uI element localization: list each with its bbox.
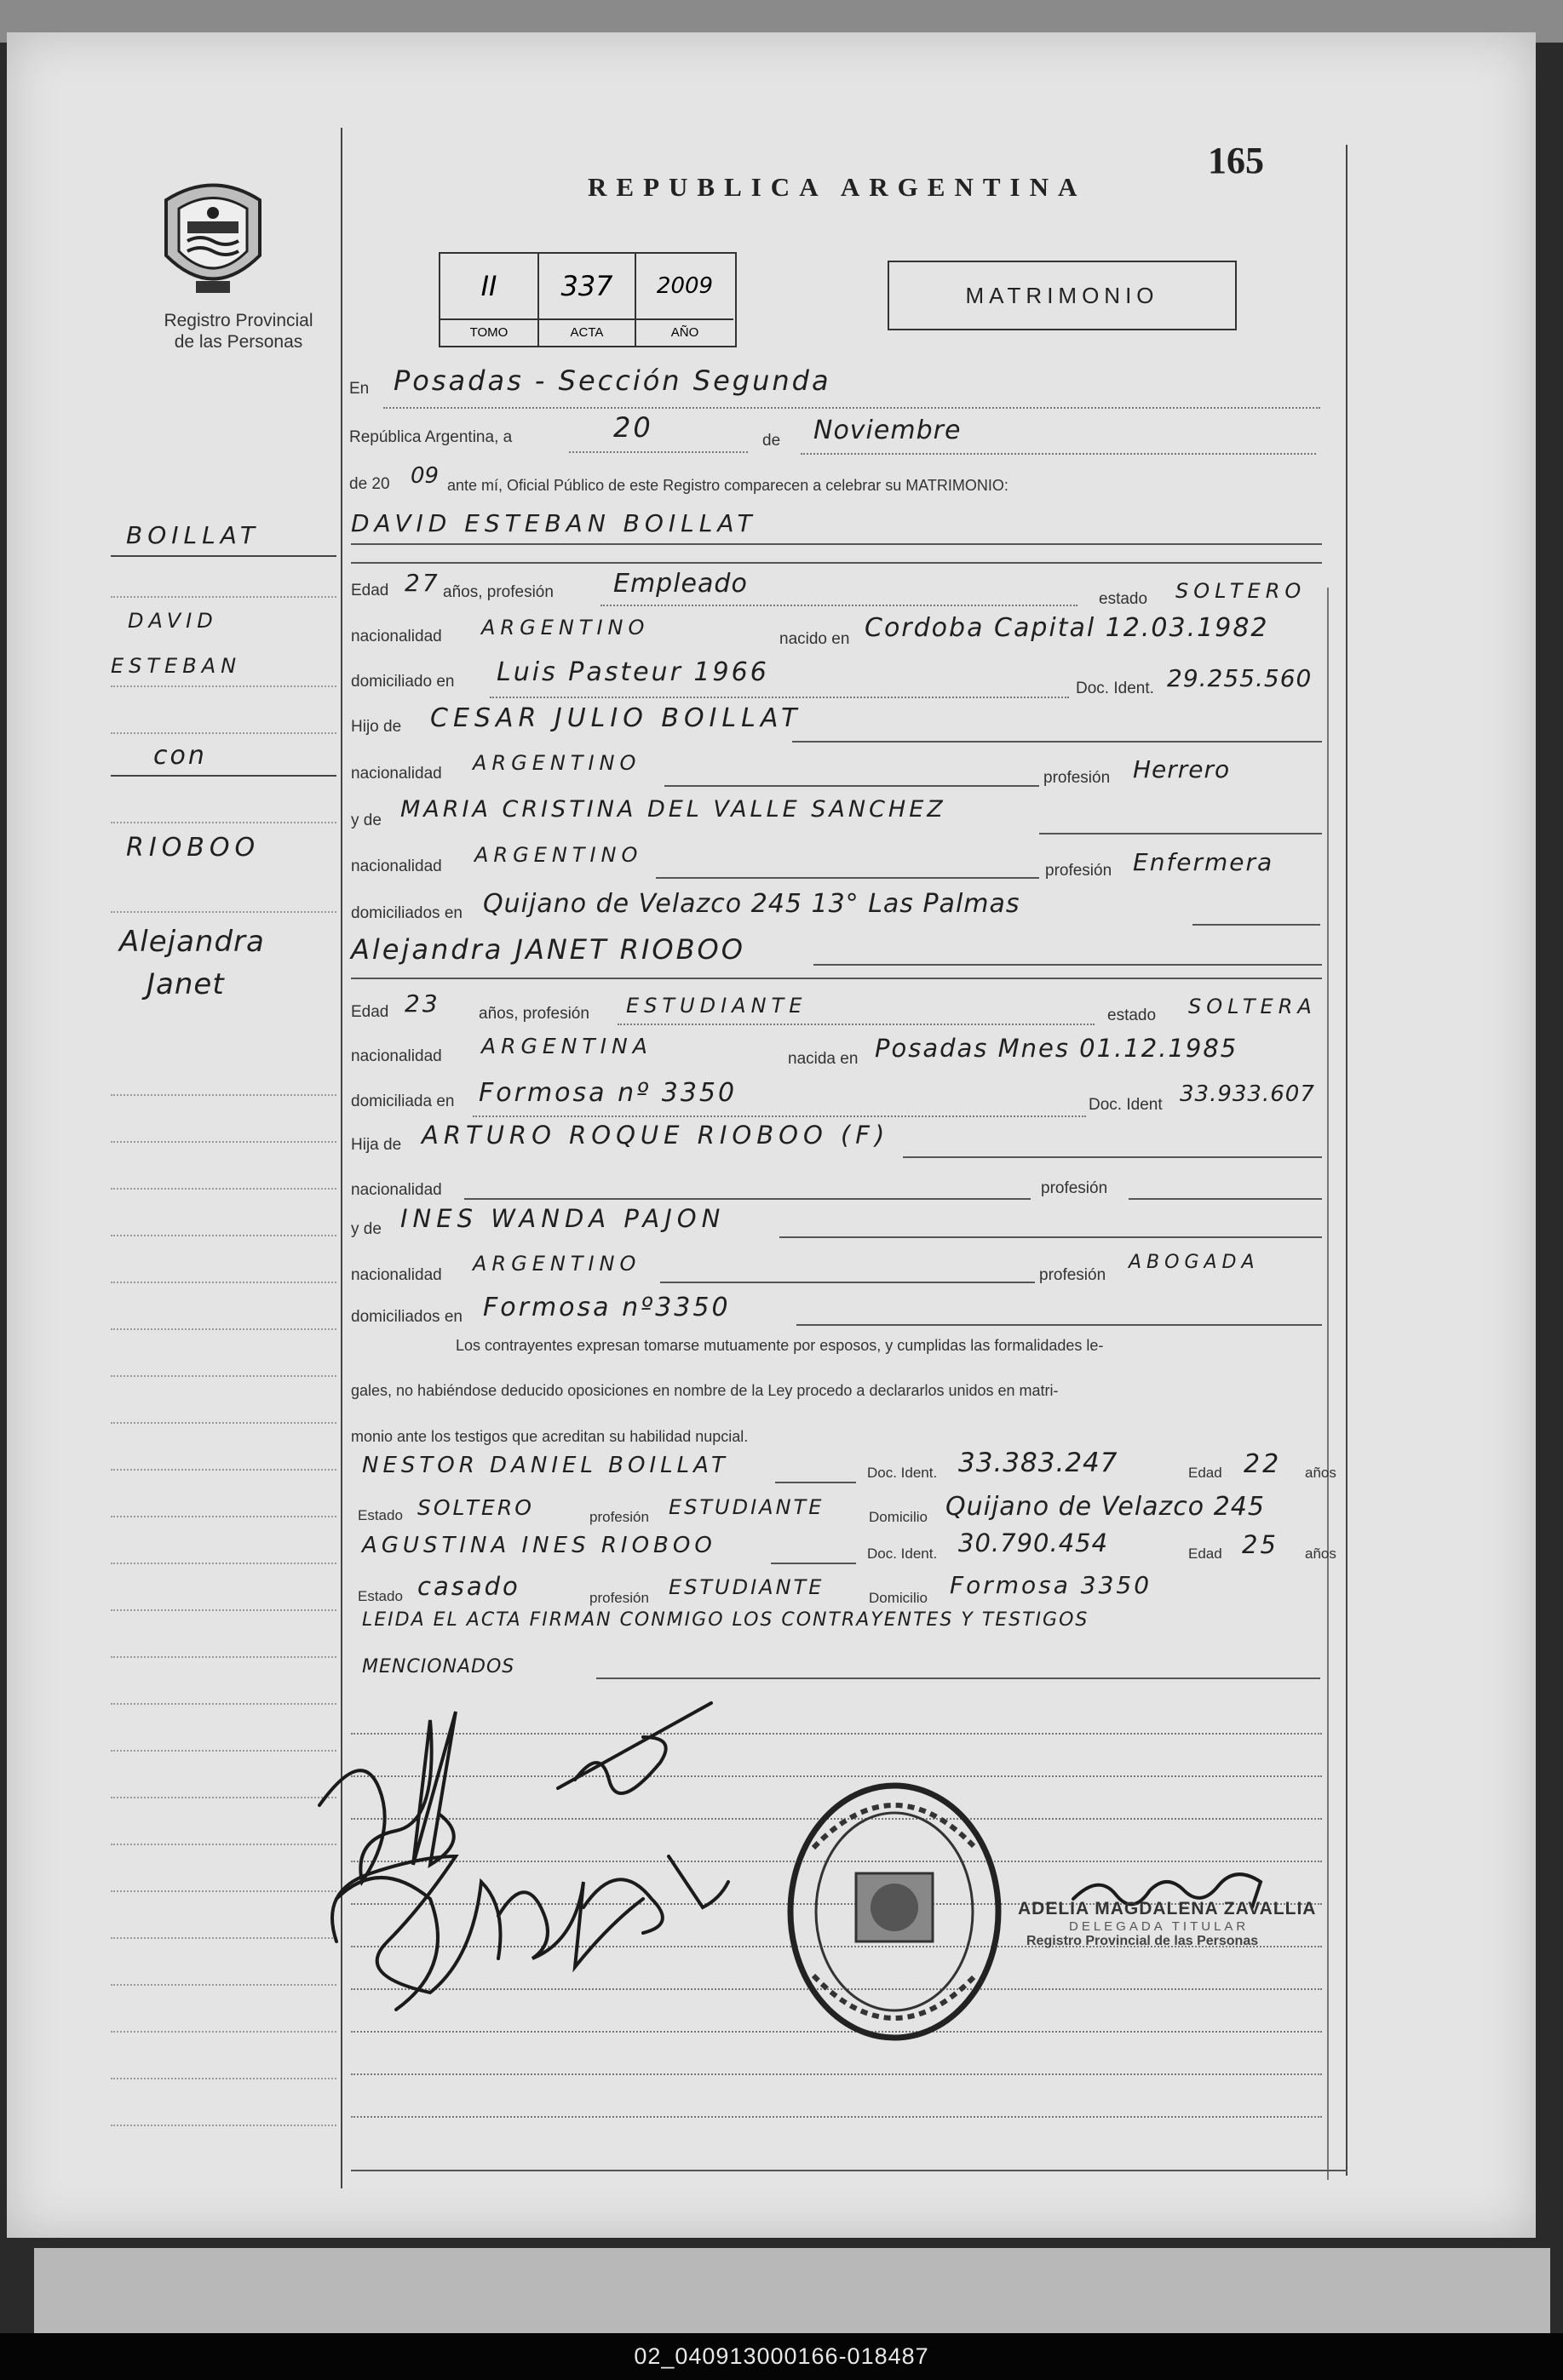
witness1-doc: 33.383.247 xyxy=(958,1448,1118,1478)
officer-office: Registro Provincial de las Personas xyxy=(1026,1934,1259,1948)
margin-surname-bride: RIOBOO xyxy=(126,833,261,863)
bride-father-nat-label: nacionalidad xyxy=(351,1181,442,1199)
bride-profesion-label: años, profesión xyxy=(479,1005,589,1023)
groom-birth: Cordoba Capital 12.03.1982 xyxy=(865,613,1269,643)
bride-parents-dom-label: domiciliados en xyxy=(351,1308,463,1326)
groom-hijo-label: Hijo de xyxy=(351,718,402,736)
witness2-prof-label: profesión xyxy=(589,1590,649,1606)
bride-mother: INES WANDA PAJON xyxy=(400,1204,726,1233)
registry-name-line2: de las Personas xyxy=(174,332,303,352)
bride-mother-prof-label: profesión xyxy=(1039,1266,1106,1284)
year-prefix: de 20 xyxy=(349,475,390,493)
margin-line xyxy=(111,2078,336,2079)
groom-name-line xyxy=(351,543,1322,545)
margin-line xyxy=(111,1328,336,1330)
groom-father-line xyxy=(792,741,1322,743)
witness2-name: AGUSTINA INES RIOBOO xyxy=(362,1533,716,1558)
page-number: 165 xyxy=(1208,140,1264,181)
bride-parents-dom-line xyxy=(796,1324,1322,1326)
margin-given-bride-2: Janet xyxy=(147,967,225,1001)
margin-line xyxy=(111,1609,336,1611)
groom-profession-line xyxy=(600,605,1077,606)
witness1-name-line xyxy=(775,1482,856,1483)
bride-father-prof-line xyxy=(1129,1198,1322,1200)
groom-father-prof: Herrero xyxy=(1133,755,1231,783)
groom-edad-label: Edad xyxy=(351,582,389,599)
year-suffix: 09 xyxy=(411,463,440,489)
margin-line xyxy=(111,1188,336,1190)
groom-doc-label: Doc. Ident. xyxy=(1076,680,1154,697)
margin-line xyxy=(111,1094,336,1096)
page-title: REPUBLICA ARGENTINA xyxy=(588,172,1087,202)
groom-dom-label: domiciliado en xyxy=(351,673,455,691)
file-id: 02_040913000166-018487 xyxy=(634,2343,929,2369)
margin-line xyxy=(111,1656,336,1658)
margin-line xyxy=(111,1516,336,1517)
bride-hija-label: Hija de xyxy=(351,1136,402,1154)
inner-right-line xyxy=(1327,588,1329,2180)
day-line xyxy=(569,451,748,453)
groom-doc: 29.255.560 xyxy=(1167,664,1313,692)
groom-domicile: Luis Pasteur 1966 xyxy=(497,657,769,687)
groom-age: 27 xyxy=(405,569,440,597)
tomo-value: II xyxy=(440,254,539,318)
groom-father-nat-label: nacionalidad xyxy=(351,765,442,783)
margin-line xyxy=(111,1563,336,1564)
margin-line xyxy=(111,1141,336,1143)
groom-domicile-line xyxy=(490,697,1069,698)
witness2-name-line xyxy=(771,1563,856,1564)
margin-line xyxy=(111,775,336,777)
bride-birth: Posadas Mnes 01.12.1985 xyxy=(875,1034,1238,1063)
bride-mother-line xyxy=(779,1236,1322,1238)
margin-line xyxy=(111,911,336,913)
groom-parents-dom-line xyxy=(1192,924,1320,926)
groom-nacido-label: nacido en xyxy=(779,630,850,648)
bride-dom-label: domiciliada en xyxy=(351,1093,455,1110)
bride-father-prof-label: profesión xyxy=(1041,1179,1108,1197)
ruled-line xyxy=(351,2116,1322,2118)
day-value: 20 xyxy=(613,411,653,444)
witness1-domicile: Quijano de Velazco 245 xyxy=(945,1492,1265,1522)
bride-mother-nat-label: nacionalidad xyxy=(351,1266,442,1284)
witness2-doc-label: Doc. Ident. xyxy=(867,1546,938,1562)
groom-profession: Empleado xyxy=(613,569,748,599)
groom-mother-nat-line xyxy=(656,877,1039,879)
scan-next-page-edge xyxy=(34,2248,1550,2333)
groom-mother-line xyxy=(1039,833,1322,834)
witness1-anos-label: años xyxy=(1305,1465,1336,1481)
bride-nacida-label: nacida en xyxy=(788,1050,859,1068)
document-type-box: MATRIMONIO xyxy=(888,261,1237,330)
margin-line xyxy=(111,2031,336,2033)
groom-mother: MARIA CRISTINA DEL VALLE SANCHEZ xyxy=(400,796,946,823)
declaration-line2: gales, no habiéndose deducido oposiciones en nombre de la Ley procedo a declararlos unidos en matri- xyxy=(351,1382,1059,1399)
witness2-edad-label: Edad xyxy=(1188,1546,1222,1562)
margin-line xyxy=(111,555,336,557)
witness1-estado-label: Estado xyxy=(358,1507,403,1523)
groom-parents-dom: Quijano de Velazco 245 13° Las Palmas xyxy=(483,889,1020,919)
ano-value: 2009 xyxy=(656,273,714,299)
witness1-edad-label: Edad xyxy=(1188,1465,1222,1481)
groom-estado: SOLTERO xyxy=(1175,579,1307,603)
margin-line xyxy=(111,1235,336,1236)
de-label: de xyxy=(762,432,781,450)
witness2-profession: ESTUDIANTE xyxy=(669,1575,825,1599)
registry-name-line1: Registro Provincial xyxy=(164,311,313,330)
bride-father-line xyxy=(903,1156,1322,1158)
margin-surname-groom: BOILLAT xyxy=(126,521,260,549)
bride-doc-label: Doc. Ident xyxy=(1089,1096,1163,1114)
witness2-age: 25 xyxy=(1242,1530,1279,1559)
bride-profession-line xyxy=(618,1024,1095,1025)
groom-parents-dom-label: domiciliados en xyxy=(351,904,463,922)
groom-father-nat-line xyxy=(664,785,1039,787)
officer-block xyxy=(1018,1899,1316,1949)
bride-age: 23 xyxy=(405,989,440,1018)
bride-father: ARTURO ROQUE RIOBOO (F) xyxy=(422,1121,890,1150)
witness2-domicile: Formosa 3350 xyxy=(950,1571,1152,1599)
witness2-doc: 30.790.454 xyxy=(958,1528,1109,1557)
officer-name: ADELIA MAGDALENA ZAVALLIA xyxy=(1018,1899,1317,1918)
margin-given-groom-2: ESTEBAN xyxy=(111,654,242,678)
bride-nationality: ARGENTINA xyxy=(481,1034,652,1058)
registry-name xyxy=(111,310,366,353)
groom-nac-label: nacionalidad xyxy=(351,628,442,645)
en-label: En xyxy=(349,380,370,398)
groom-mother-nat-label: nacionalidad xyxy=(351,857,442,875)
bride-domicile: Formosa nº 3350 xyxy=(479,1078,738,1108)
bride-name-line xyxy=(813,964,1322,966)
acta-value: 337 xyxy=(539,254,636,318)
bride-mother-nat: ARGENTINO xyxy=(473,1252,641,1276)
groom-mother-nat: ARGENTINO xyxy=(474,843,643,867)
groom-yde-label: y de xyxy=(351,811,382,829)
bride-mother-prof: ABOGADA xyxy=(1129,1252,1260,1273)
bride-nac-label: nacionalidad xyxy=(351,1047,442,1065)
groom-mother-prof-label: profesión xyxy=(1045,862,1112,880)
month-value: Noviembre xyxy=(813,416,962,445)
bride-edad-label: Edad xyxy=(351,1003,389,1021)
margin-given-bride-1: Alejandra xyxy=(119,925,265,959)
margin-line xyxy=(111,732,336,734)
groom-name: DAVID ESTEBAN BOILLAT xyxy=(351,509,757,537)
declaration-line1: Los contrayentes expresan tomarse mutuamente por esposos, y cumplidas las formalidades le- xyxy=(456,1337,1104,1354)
witness1-estado: SOLTERO xyxy=(417,1495,534,1520)
bride-name: Alejandra JANET RIOBOO xyxy=(351,933,745,966)
bride-father-nat-line xyxy=(464,1198,1031,1200)
witness2-estado: casado xyxy=(417,1572,520,1601)
margin-line xyxy=(111,1469,336,1471)
closing-line2: MENCIONADOS xyxy=(362,1656,515,1677)
republica-label: República Argentina, a xyxy=(349,428,513,446)
margin-line xyxy=(111,1422,336,1424)
witness2-anos-label: años xyxy=(1305,1546,1336,1562)
bride-profession: ESTUDIANTE xyxy=(626,994,807,1018)
witness1-dom-label: Domicilio xyxy=(869,1509,928,1525)
witness2-dom-label: Domicilio xyxy=(869,1590,928,1606)
bride-doc: 33.933.607 xyxy=(1180,1081,1315,1107)
groom-father-prof-label: profesión xyxy=(1043,769,1111,787)
witness1-prof-label: profesión xyxy=(589,1509,649,1525)
province-seal-icon xyxy=(158,175,268,307)
margin-given-groom-1: DAVID xyxy=(128,609,218,633)
groom-estado-label: estado xyxy=(1099,590,1148,608)
groom-mother-prof: Enfermera xyxy=(1133,848,1274,876)
place-line xyxy=(383,407,1320,409)
margin-con: con xyxy=(153,741,207,771)
margin-line xyxy=(111,685,336,687)
tomo-label: TOMO xyxy=(440,318,539,346)
margin-line xyxy=(111,2125,336,2126)
witness1-name: NESTOR DANIEL BOILLAT xyxy=(362,1453,729,1478)
closing-line1: LEIDA EL ACTA FIRMAN CONMIGO LOS CONTRAYENTES Y TESTIGOS xyxy=(362,1609,1089,1631)
bride-yde-label: y de xyxy=(351,1220,382,1238)
bride-parents-dom: Formosa nº3350 xyxy=(483,1293,731,1322)
record-reference-box xyxy=(439,252,737,347)
groom-name-line2 xyxy=(351,562,1322,564)
bride-estado: SOLTERA xyxy=(1188,995,1317,1018)
margin-line xyxy=(111,596,336,598)
groom-father-nat: ARGENTINO xyxy=(473,751,641,775)
margin-line xyxy=(111,1282,336,1283)
month-line xyxy=(801,453,1316,455)
closing-line xyxy=(596,1677,1320,1679)
witness1-age: 22 xyxy=(1244,1449,1282,1479)
margin-line xyxy=(111,1375,336,1377)
groom-profesion-label: años, profesión xyxy=(443,583,554,601)
declaration-line3: monio ante los testigos que acreditan su habilidad nupcial. xyxy=(351,1428,749,1445)
place-value: Posadas - Sección Segunda xyxy=(394,364,831,397)
right-border-line xyxy=(1346,145,1348,2176)
ruled-line xyxy=(351,2073,1322,2075)
officer-title: DELEGADA TITULAR xyxy=(1069,1919,1250,1934)
witness1-doc-label: Doc. Ident. xyxy=(867,1465,938,1481)
groom-father: CESAR JULIO BOILLAT xyxy=(430,703,802,733)
ano-label: AÑO xyxy=(636,318,733,346)
witness2-estado-label: Estado xyxy=(358,1588,403,1604)
signatures-image xyxy=(302,1686,745,2027)
bride-estado-label: estado xyxy=(1107,1006,1157,1024)
bride-domicile-line xyxy=(473,1115,1086,1117)
bride-name-line2 xyxy=(351,978,1322,979)
bride-mother-nat-line xyxy=(660,1282,1035,1283)
bottom-border-line xyxy=(351,2170,1348,2171)
acta-label: ACTA xyxy=(539,318,636,346)
witness1-profession: ESTUDIANTE xyxy=(669,1495,825,1519)
margin-line xyxy=(111,822,336,823)
groom-nationality: ARGENTINO xyxy=(481,616,650,639)
intro-text: ante mí, Oficial Público de este Registro comparecen a celebrar su MATRIMONIO: xyxy=(447,477,1008,494)
official-stamp-image xyxy=(784,1780,1005,2048)
